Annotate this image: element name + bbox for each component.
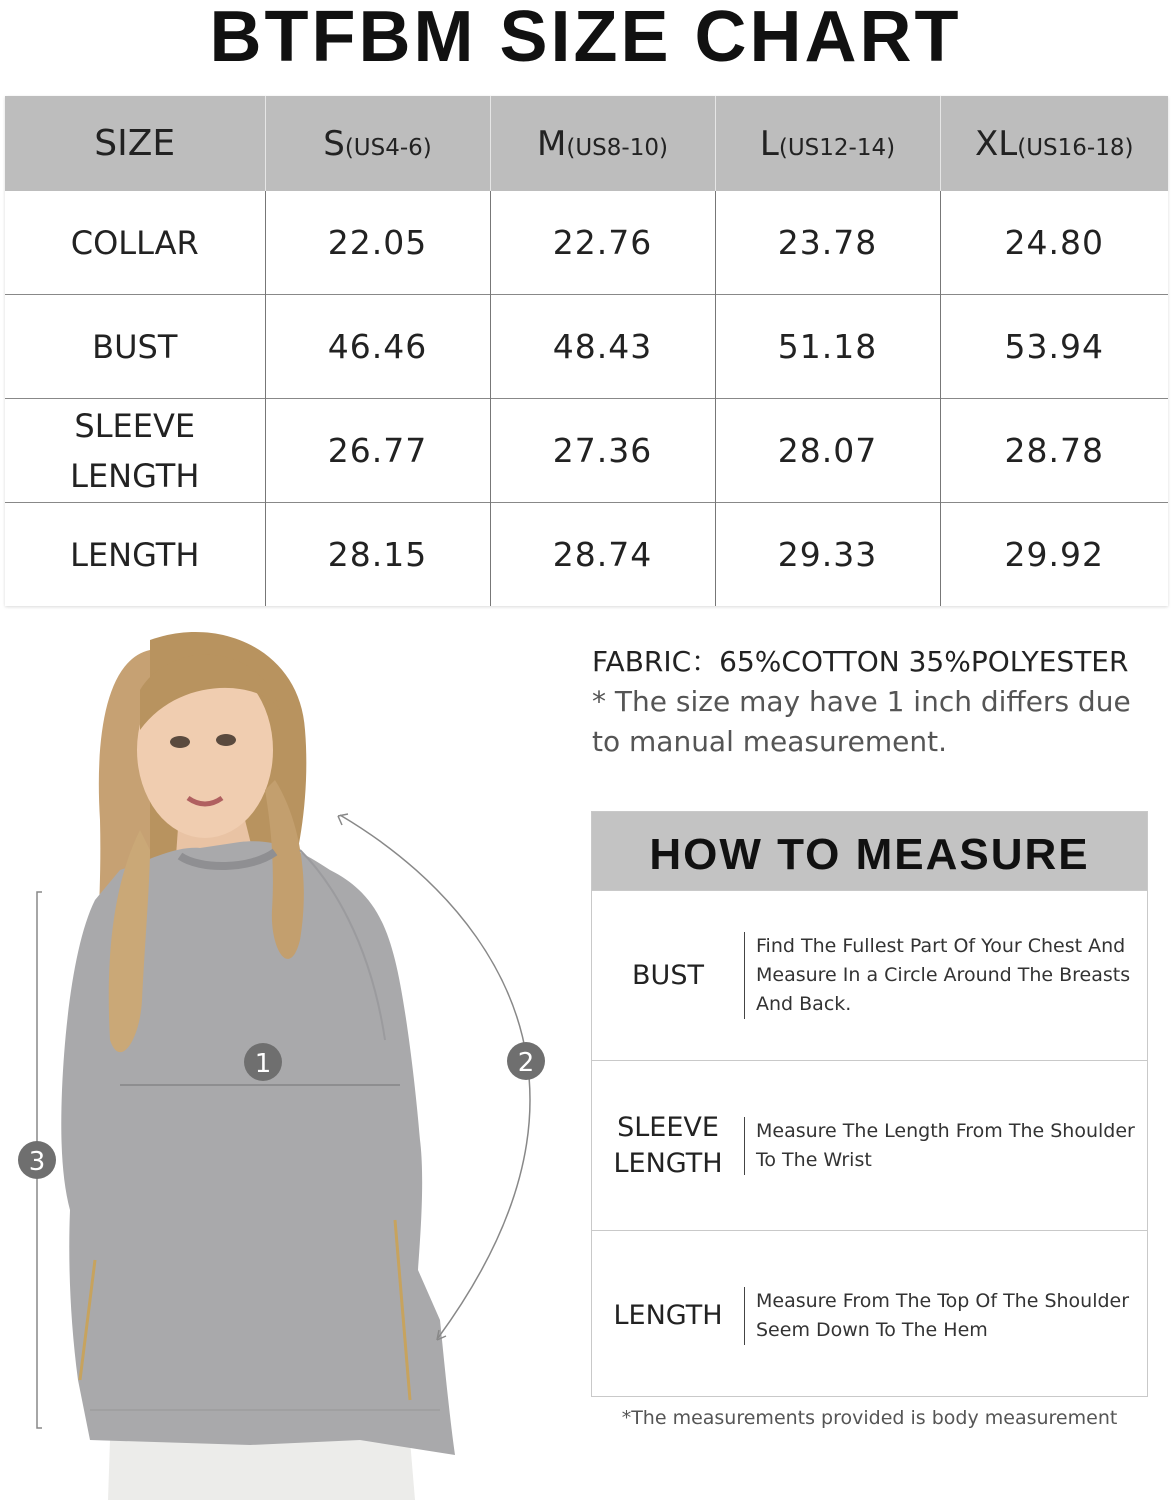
size-header-s [265, 96, 490, 191]
table-cell: 22.05 [265, 191, 490, 295]
svg-text:1: 1 [254, 1049, 272, 1079]
row-label: BUST [5, 295, 265, 399]
size-letter: S [323, 123, 345, 164]
marker-2 [507, 1042, 545, 1080]
fabric-composition: FABRIC：65%COTTON 35%POLYESTER [592, 645, 1129, 678]
size-us: (US16-18) [1017, 134, 1134, 161]
measure-description: Find The Fullest Part Of Your Chest And Measure In a Circle Around The Breasts And Back. [744, 932, 1136, 1019]
svg-text:3: 3 [28, 1147, 46, 1177]
pants [108, 1440, 415, 1500]
row-label: SLEEVE LENGTH [5, 399, 265, 503]
measure-label: LENGTH [613, 1299, 723, 1331]
size-disclaimer: * The size may have 1 inch differs due to manual measurement. [592, 685, 1131, 758]
size-header-row [5, 96, 1168, 191]
table-cell: 51.18 [715, 295, 940, 399]
svg-text:2: 2 [517, 1048, 535, 1078]
model-photo [0, 620, 560, 1500]
row-label: COLLAR [70, 223, 199, 262]
table-cell: 29.92 [940, 503, 1168, 607]
table-cell: 28.15 [265, 503, 490, 607]
size-header-xl [940, 96, 1168, 191]
table-cell: 24.80 [940, 191, 1168, 295]
table-cell: 22.76 [490, 191, 715, 295]
table-cell: 53.94 [940, 295, 1168, 399]
size-letter: M [537, 123, 567, 164]
size-letter: L [759, 123, 779, 164]
size-header-l [715, 96, 940, 191]
table-cell: 26.77 [265, 399, 490, 503]
how-to-measure-panel [591, 811, 1148, 1397]
measure-row-length [592, 1230, 1147, 1400]
measure-row-sleeve [592, 1060, 1147, 1230]
table-row [5, 399, 1168, 503]
table-cell: 28.07 [715, 399, 940, 503]
size-us: (US8-10) [566, 134, 668, 161]
table-cell: 23.78 [715, 191, 940, 295]
measure-row-bust [592, 890, 1147, 1060]
footnote: *The measurements provided is body measurement [621, 1407, 1118, 1429]
table-cell: 46.46 [265, 295, 490, 399]
size-us: (US12-14) [778, 134, 896, 161]
measure-description: Measure The Length From The Shoulder To The Wrist [744, 1117, 1136, 1175]
fabric-info [592, 642, 1162, 762]
size-header-corner: SIZE [5, 96, 265, 191]
table-row [5, 503, 1168, 607]
size-us: (US4-6) [344, 134, 432, 161]
size-header-m [490, 96, 715, 191]
row-label: LENGTH [5, 503, 265, 607]
size-chart-table [5, 96, 1168, 606]
table-cell: 48.43 [490, 295, 715, 399]
measure-description: Measure From The Top Of The Shoulder Seem Down To The Hem [744, 1287, 1136, 1345]
measure-label: SLEEVE LENGTH [613, 1111, 723, 1179]
measure-label: BUST [632, 959, 704, 991]
marker-3 [18, 1141, 56, 1179]
table-row [5, 191, 1168, 295]
size-letter: XL [975, 123, 1018, 164]
marker-1 [244, 1043, 282, 1081]
table-row [5, 295, 1168, 399]
table-cell: 28.78 [940, 399, 1168, 503]
table-cell: 28.74 [490, 503, 715, 607]
page-title: BTFBM SIZE CHART [209, 0, 962, 77]
table-cell: 29.33 [715, 503, 940, 607]
table-cell: 27.36 [490, 399, 715, 503]
how-to-measure-title: HOW TO MEASURE [592, 812, 1147, 890]
